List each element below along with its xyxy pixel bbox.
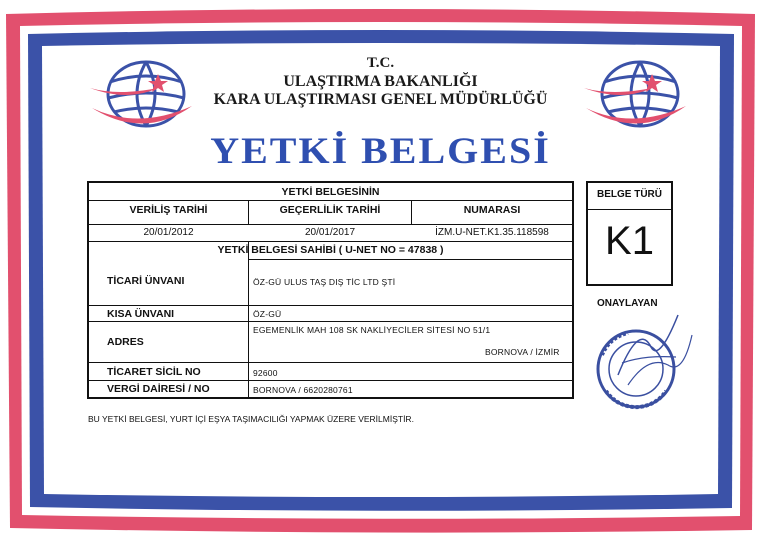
value-ticari-unvani: ÖZ-GÜ ULUS TAŞ DIŞ TİC LTD ŞTİ	[253, 277, 396, 287]
col-gecerlilik-tarihi: GEÇERLİLİK TARİHİ	[279, 204, 381, 216]
onaylayan-label: ONAYLAYAN	[597, 298, 658, 309]
footer-note: BU YETKİ BELGESİ, YURT İÇİ EŞYA TAŞIMACILIĞI YAPMAK ÜZERE VERİLMİŞTİR.	[88, 414, 414, 424]
header-directorate: KARA ULAŞTIRMASI GENEL MÜDÜRLÜĞÜ	[213, 91, 548, 108]
label-adres: ADRES	[107, 336, 144, 348]
belge-turu-value: K1	[605, 219, 654, 263]
certificate-table	[87, 181, 574, 399]
label-vergi-dairesi: VERGİ DAİRESİ / NO	[107, 383, 210, 395]
belge-turu-box	[586, 181, 673, 286]
label-ticaret-sicil-no: TİCARET SİCİL NO	[107, 366, 201, 378]
value-verilis-tarihi: 20/01/2012	[143, 227, 194, 238]
value-gecerlilik-tarihi: 20/01/2017	[304, 227, 356, 238]
header-ministry: ULAŞTIRMA BAKANLIĞI	[283, 73, 478, 90]
owner-title: YETKİ BELGESİ SAHİBİ ( U-NET NO = 47838 )	[217, 244, 444, 256]
official-stamp	[588, 305, 700, 413]
col-verilis-tarihi: VERİLİŞ TARİHİ	[129, 204, 208, 216]
document-title: YETKİ BELGESİ	[210, 129, 551, 172]
col-numarasi: NUMARASI	[463, 204, 521, 216]
value-numarasi: İZM.U-NET.K1.35.118598	[435, 227, 549, 238]
label-ticari-unvani: TİCARİ ÜNVANI	[107, 275, 185, 287]
label-kisa-unvani: KISA ÜNVANI	[107, 308, 175, 320]
header-tc: T.C.	[366, 55, 395, 71]
belge-turu-label: BELGE TÜRÜ	[597, 189, 662, 200]
section-title: YETKİ BELGESİNİN	[281, 186, 380, 198]
value-kisa-unvani: ÖZ-GÜ	[253, 309, 282, 319]
value-vergi-dairesi: BORNOVA / 6620280761	[253, 385, 353, 395]
value-adres-city: BORNOVA / İZMİR	[485, 347, 560, 357]
value-ticaret-sicil-no: 92600	[253, 368, 278, 378]
value-adres: EGEMENLİK MAH 108 SK NAKLİYECİLER SİTESİ NO 51/1	[253, 325, 491, 335]
